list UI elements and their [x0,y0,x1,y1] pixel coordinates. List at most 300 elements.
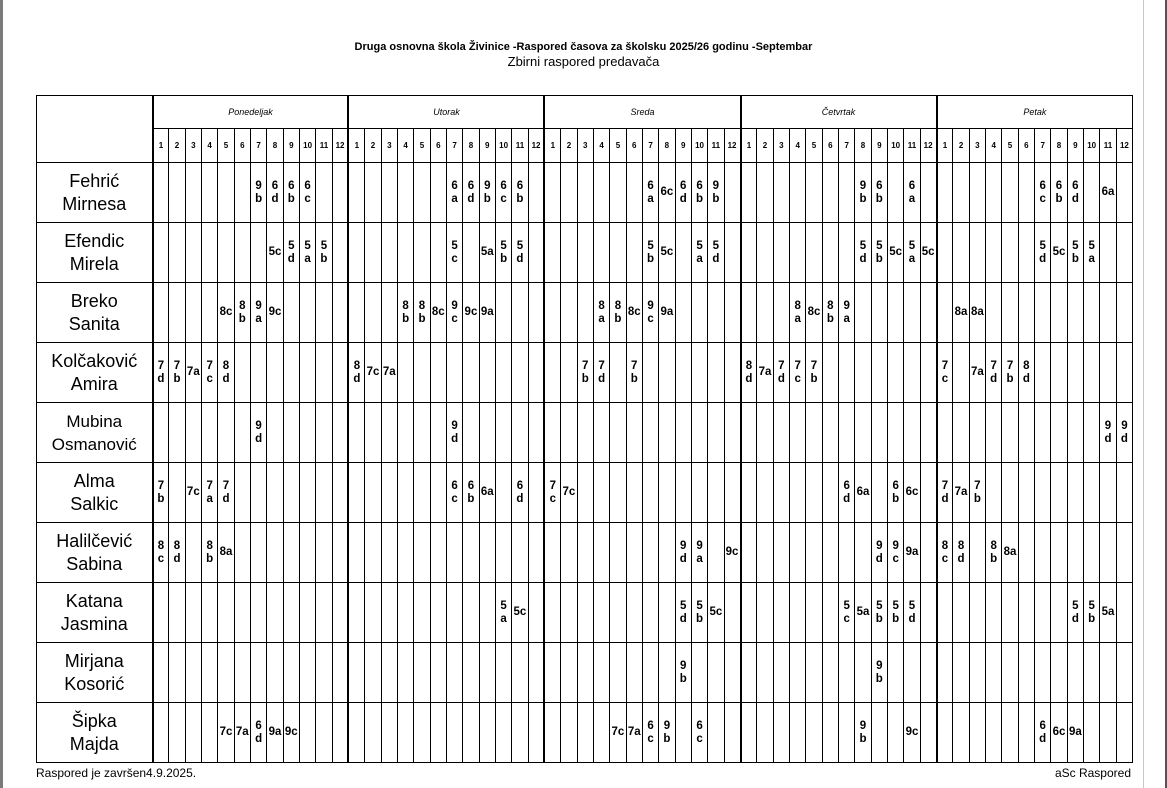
lesson-cell: 6a [1100,163,1116,223]
period-number: 11 [708,129,724,163]
period-number: 8 [463,129,479,163]
empty-cell [659,343,675,403]
empty-cell [201,583,217,643]
empty-cell [822,583,838,643]
empty-cell [577,643,593,703]
empty-cell [1035,283,1051,343]
period-number: 4 [593,129,609,163]
empty-cell [153,403,169,463]
empty-cell [479,583,495,643]
empty-cell [855,523,871,583]
empty-cell [839,163,855,223]
empty-cell [1084,403,1100,463]
empty-cell [267,643,283,703]
empty-cell [790,583,806,643]
lesson-cell: 5c [659,223,675,283]
empty-cell [1018,583,1034,643]
teacher-row [37,523,1133,583]
lesson-cell: 5a [479,223,495,283]
empty-cell [675,463,691,523]
empty-cell [708,643,724,703]
period-number: 9 [675,129,691,163]
empty-cell [365,403,381,463]
empty-cell [724,403,740,463]
empty-cell [397,523,413,583]
empty-cell [561,523,577,583]
empty-cell [185,703,201,763]
empty-cell [953,223,969,283]
lesson-cell: 8c [626,283,642,343]
lesson-cell: 7 d [986,343,1002,403]
empty-cell [332,343,348,403]
empty-cell [185,283,201,343]
empty-cell [593,403,609,463]
empty-cell [463,703,479,763]
empty-cell [299,583,315,643]
lesson-cell: 9 d [675,523,691,583]
empty-cell [153,283,169,343]
empty-cell [724,703,740,763]
empty-cell [234,163,250,223]
empty-cell [250,643,266,703]
empty-cell [773,583,789,643]
lesson-cell: 8 b [201,523,217,583]
lesson-cell: 6 b [691,163,707,223]
period-number: 2 [365,129,381,163]
empty-cell [250,583,266,643]
period-number: 9 [871,129,887,163]
empty-cell [283,643,299,703]
lesson-cell: 5 b [495,223,511,283]
empty-cell [348,703,364,763]
empty-cell [430,163,446,223]
empty-cell [937,403,953,463]
empty-cell [920,583,936,643]
empty-cell [675,343,691,403]
empty-cell [528,403,544,463]
period-number: 9 [283,129,299,163]
lesson-cell: 6 b [1051,163,1067,223]
empty-cell [479,703,495,763]
empty-cell [593,583,609,643]
empty-cell [1084,463,1100,523]
lesson-cell: 5 d [675,583,691,643]
period-number: 5 [1002,129,1018,163]
software-credit: aSc Raspored [1054,766,1131,780]
empty-cell [1035,643,1051,703]
period-number: 4 [790,129,806,163]
empty-cell [1002,583,1018,643]
empty-cell [299,343,315,403]
lesson-cell: 8c [806,283,822,343]
empty-cell [1002,703,1018,763]
period-number: 6 [234,129,250,163]
empty-cell [1002,463,1018,523]
lesson-cell: 5 d [855,223,871,283]
lesson-cell: 9 c [887,523,903,583]
empty-cell [430,583,446,643]
empty-cell [790,643,806,703]
lesson-cell: 9a [267,703,283,763]
lesson-cell: 8c [430,283,446,343]
empty-cell [708,403,724,463]
lesson-cell: 8 c [937,523,953,583]
empty-cell [920,643,936,703]
empty-cell [561,583,577,643]
empty-cell [741,403,757,463]
teacher-name: Halilčević Sabina [37,523,153,583]
period-number: 5 [610,129,626,163]
lesson-cell: 9 b [250,163,266,223]
lesson-cell: 6 d [1067,163,1083,223]
empty-cell [169,463,185,523]
empty-cell [201,223,217,283]
empty-cell [806,403,822,463]
empty-cell [1018,403,1034,463]
empty-cell [920,283,936,343]
empty-cell [610,583,626,643]
lesson-cell: 7 b [1002,343,1018,403]
lesson-cell: 7c [185,463,201,523]
empty-cell [218,163,234,223]
lesson-cell: 5 d [283,223,299,283]
period-number: 2 [561,129,577,163]
empty-cell [446,523,462,583]
teacher-row [37,283,1133,343]
empty-cell [267,523,283,583]
empty-cell [790,703,806,763]
empty-cell [512,643,528,703]
empty-cell [577,283,593,343]
lesson-cell: 6 c [446,463,462,523]
empty-cell [185,583,201,643]
timetable [36,95,1133,763]
period-number: 11 [904,129,920,163]
empty-cell [577,163,593,223]
lesson-cell: 7 d [153,343,169,403]
lesson-cell: 9c [463,283,479,343]
empty-cell [544,403,560,463]
empty-cell [544,583,560,643]
empty-cell [691,643,707,703]
empty-cell [381,283,397,343]
empty-cell [348,223,364,283]
empty-cell [332,643,348,703]
empty-cell [544,223,560,283]
empty-cell [887,283,903,343]
lesson-cell: 5 b [642,223,658,283]
empty-cell [397,223,413,283]
empty-cell [937,643,953,703]
period-number: 8 [855,129,871,163]
empty-cell [986,283,1002,343]
empty-cell [479,343,495,403]
empty-cell [757,643,773,703]
empty-cell [969,583,985,643]
empty-cell [724,343,740,403]
empty-cell [283,283,299,343]
empty-cell [381,583,397,643]
empty-cell [316,643,332,703]
empty-cell [430,523,446,583]
empty-cell [316,463,332,523]
period-number: 11 [316,129,332,163]
empty-cell [201,163,217,223]
empty-cell [348,463,364,523]
lesson-cell: 5c [512,583,528,643]
empty-cell [512,343,528,403]
lesson-cell: 5 b [1084,583,1100,643]
empty-cell [1100,643,1116,703]
empty-cell [169,643,185,703]
empty-cell [1051,283,1067,343]
period-number: 10 [299,129,315,163]
lesson-cell: 7 c [544,463,560,523]
empty-cell [1116,703,1132,763]
empty-cell [969,523,985,583]
document-title: Druga osnovna škola Živinice -Raspored časova za školsku 2025/26 godinu -Septembar [354,41,813,53]
empty-cell [642,583,658,643]
lesson-cell: 7a [185,343,201,403]
empty-cell [348,523,364,583]
lesson-cell: 6 b [283,163,299,223]
empty-cell [397,163,413,223]
lesson-cell: 5c [920,223,936,283]
teacher-row [37,703,1133,763]
empty-cell [741,463,757,523]
period-number: 7 [1035,129,1051,163]
empty-cell [773,163,789,223]
empty-cell [528,223,544,283]
empty-cell [904,643,920,703]
empty-cell [953,643,969,703]
empty-cell [332,163,348,223]
day-header-1: Ponedeljak [153,96,349,129]
empty-cell [610,403,626,463]
period-number: 1 [153,129,169,163]
lesson-cell: 8 c [153,523,169,583]
empty-cell [512,703,528,763]
teacher-name: Breko Sanita [37,283,153,343]
empty-cell [544,343,560,403]
lesson-cell: 5c [887,223,903,283]
empty-cell [855,343,871,403]
empty-cell [610,223,626,283]
empty-cell [267,403,283,463]
teacher-name: Efendic Mirela [37,223,153,283]
period-number: 12 [528,129,544,163]
empty-cell [920,343,936,403]
empty-cell [790,163,806,223]
period-header-row [37,129,1133,163]
lesson-cell: 8a [953,283,969,343]
empty-cell [920,403,936,463]
empty-cell [822,523,838,583]
empty-cell [969,223,985,283]
empty-cell [986,583,1002,643]
empty-cell [577,223,593,283]
lesson-cell: 6 b [887,463,903,523]
empty-cell [153,643,169,703]
empty-cell [920,463,936,523]
lesson-cell: 5 d [1067,583,1083,643]
empty-cell [626,583,642,643]
period-number: 4 [397,129,413,163]
empty-cell [1116,163,1132,223]
empty-cell [741,223,757,283]
empty-cell [642,463,658,523]
empty-cell [169,283,185,343]
empty-cell [463,643,479,703]
empty-cell [757,403,773,463]
empty-cell [626,163,642,223]
empty-cell [153,703,169,763]
empty-cell [234,223,250,283]
empty-cell [986,703,1002,763]
empty-cell [365,463,381,523]
empty-cell [153,583,169,643]
lesson-cell: 9a [659,283,675,343]
empty-cell [332,463,348,523]
lesson-cell: 9 c [642,283,658,343]
empty-cell [822,403,838,463]
lesson-cell: 9 b [479,163,495,223]
teacher-row [37,163,1133,223]
empty-cell [741,523,757,583]
empty-cell [1084,643,1100,703]
teacher-name: Mubina Osmanović [37,403,153,463]
lesson-cell: 7 c [201,343,217,403]
lesson-cell: 5c [267,223,283,283]
lesson-cell: 5 a [1084,223,1100,283]
empty-cell [1100,223,1116,283]
day-header-3: Sreda [544,96,740,129]
lesson-cell: 9 c [446,283,462,343]
empty-cell [773,703,789,763]
empty-cell [1035,463,1051,523]
empty-cell [626,643,642,703]
teacher-row [37,223,1133,283]
period-number: 10 [495,129,511,163]
empty-cell [348,583,364,643]
teacher-name: Mirjana Kosorić [37,643,153,703]
empty-cell [316,523,332,583]
day-header-2: Utorak [348,96,544,129]
lesson-cell: 8 d [953,523,969,583]
empty-cell [986,223,1002,283]
empty-cell [806,463,822,523]
empty-cell [201,643,217,703]
empty-cell [741,703,757,763]
lesson-cell: 6 c [691,703,707,763]
empty-cell [855,283,871,343]
empty-cell [822,163,838,223]
period-number: 7 [839,129,855,163]
period-number: 10 [691,129,707,163]
empty-cell [414,523,430,583]
empty-cell [332,403,348,463]
lesson-cell: 9 d [446,403,462,463]
period-number: 6 [1018,129,1034,163]
empty-cell [1002,643,1018,703]
teacher-row [37,343,1133,403]
period-number: 2 [757,129,773,163]
empty-cell [986,643,1002,703]
empty-cell [561,223,577,283]
empty-cell [839,403,855,463]
empty-cell [234,523,250,583]
empty-cell [839,223,855,283]
empty-cell [773,403,789,463]
empty-cell [1018,703,1034,763]
empty-cell [871,403,887,463]
empty-cell [822,223,838,283]
empty-cell [528,283,544,343]
period-number: 3 [969,129,985,163]
empty-cell [332,283,348,343]
period-number: 3 [185,129,201,163]
empty-cell [169,163,185,223]
empty-cell [953,343,969,403]
empty-cell [544,523,560,583]
lesson-cell: 9c [283,703,299,763]
period-number: 1 [348,129,364,163]
empty-cell [937,223,953,283]
empty-cell [904,283,920,343]
empty-cell [1067,463,1083,523]
empty-cell [446,343,462,403]
empty-cell [839,643,855,703]
empty-cell [479,403,495,463]
empty-cell [267,463,283,523]
teacher-name: Katana Jasmina [37,583,153,643]
empty-cell [1051,343,1067,403]
empty-cell [1051,463,1067,523]
empty-cell [381,703,397,763]
empty-cell [1067,283,1083,343]
lesson-cell: 8 d [169,523,185,583]
empty-cell [1100,703,1116,763]
empty-cell [283,583,299,643]
lesson-cell: 9a [904,523,920,583]
empty-cell [790,403,806,463]
lesson-cell: 7 b [169,343,185,403]
lesson-cell: 5 b [871,223,887,283]
empty-cell [757,583,773,643]
empty-cell [414,583,430,643]
empty-cell [561,163,577,223]
empty-cell [675,223,691,283]
day-header-4: Četvrtak [741,96,937,129]
empty-cell [1018,523,1034,583]
empty-cell [414,463,430,523]
empty-cell [528,343,544,403]
empty-cell [757,523,773,583]
lesson-cell: 6 d [839,463,855,523]
empty-cell [1035,403,1051,463]
empty-cell [610,343,626,403]
empty-cell [610,523,626,583]
empty-cell [365,223,381,283]
empty-cell [1084,523,1100,583]
lesson-cell: 9a [479,283,495,343]
empty-cell [806,223,822,283]
empty-cell [1100,343,1116,403]
empty-cell [1116,643,1132,703]
lesson-cell: 6 d [1035,703,1051,763]
lesson-cell: 7a [757,343,773,403]
empty-cell [1084,163,1100,223]
